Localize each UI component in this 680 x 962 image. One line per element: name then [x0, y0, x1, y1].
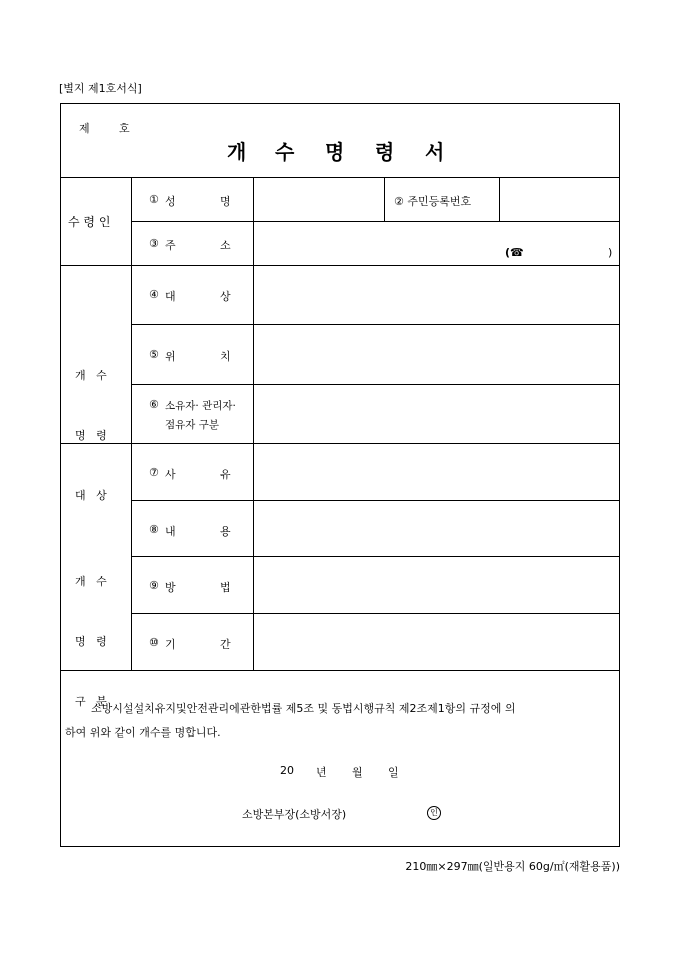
name-label: 성	[165, 195, 176, 208]
period-label: 간	[220, 638, 231, 651]
paper-spec: 210㎜×297㎜(일반용지 60g/㎡(재활용품))	[405, 860, 620, 873]
date-year: 20	[280, 764, 294, 777]
form-title: 령	[375, 140, 395, 164]
target-section-label: 개 수 명 령 대 상	[75, 369, 107, 502]
number-label: 제	[79, 122, 90, 135]
divider	[131, 613, 619, 614]
object-label: 대	[165, 290, 176, 303]
method-label: 법	[220, 581, 231, 594]
phone-field: (☎	[505, 246, 524, 259]
divider	[253, 177, 254, 670]
statement-text: 하여 위와 같이 개수를 명합니다.	[65, 726, 221, 739]
divider	[61, 177, 619, 178]
order-form	[60, 103, 620, 847]
divider	[131, 556, 619, 557]
method-label: 방	[165, 581, 176, 594]
address-label: 주	[165, 239, 176, 252]
divider	[499, 177, 500, 221]
form-title: 개	[227, 140, 247, 164]
object-label: 상	[220, 290, 231, 303]
date-month-label: 월	[352, 766, 363, 779]
divider	[384, 177, 385, 221]
location-label: ⑤	[149, 348, 159, 361]
date-year-label: 년	[316, 766, 327, 779]
divider	[131, 177, 132, 670]
period-label: ⑩	[149, 636, 159, 649]
reason-label: 유	[220, 468, 231, 481]
resident-number-label: ② 주민등록번호	[394, 195, 472, 208]
address-label: ③	[149, 237, 159, 250]
reason-label: 사	[165, 468, 176, 481]
statement-text: 소방시설설치유지및안전관리에관한법률 제5조 및 동법시행규칙 제2조제1항의 규정에 의	[91, 702, 516, 715]
divider	[61, 670, 619, 671]
content-label: 내	[165, 525, 176, 538]
method-label: ⑨	[149, 579, 159, 592]
owner-type-label: 소유자· 관리자·	[165, 400, 236, 412]
order-section-label: 개 수 명 령 구 분	[75, 575, 107, 708]
name-label: ①	[149, 193, 159, 206]
name-label: 명	[220, 195, 231, 208]
divider	[61, 265, 619, 266]
form-title: 서	[425, 140, 445, 164]
form-title: 명	[325, 140, 345, 164]
divider	[131, 500, 619, 501]
divider	[61, 443, 619, 444]
divider	[131, 221, 619, 222]
content-label: 용	[220, 525, 231, 538]
address-label: 소	[220, 239, 231, 252]
form-number-label: [별지 제1호서식]	[59, 82, 142, 95]
divider	[131, 384, 619, 385]
date-day-label: 일	[388, 766, 399, 779]
content-label: ⑧	[149, 523, 159, 536]
owner-type-label: 점유자 구분	[165, 419, 220, 431]
number-label: 호	[119, 122, 130, 135]
seal-mark: 인	[427, 806, 441, 820]
recipient-section-label: 수 령 인	[68, 215, 111, 229]
divider	[131, 324, 619, 325]
phone-field: )	[608, 246, 613, 259]
period-label: 기	[165, 638, 176, 651]
location-label: 위	[165, 350, 176, 363]
signer-title: 소방본부장(소방서장)	[242, 808, 347, 821]
form-title: 수	[275, 140, 295, 164]
reason-label: ⑦	[149, 466, 159, 479]
location-label: 치	[220, 350, 231, 363]
owner-type-label: ⑥	[149, 398, 159, 411]
object-label: ④	[149, 288, 159, 301]
